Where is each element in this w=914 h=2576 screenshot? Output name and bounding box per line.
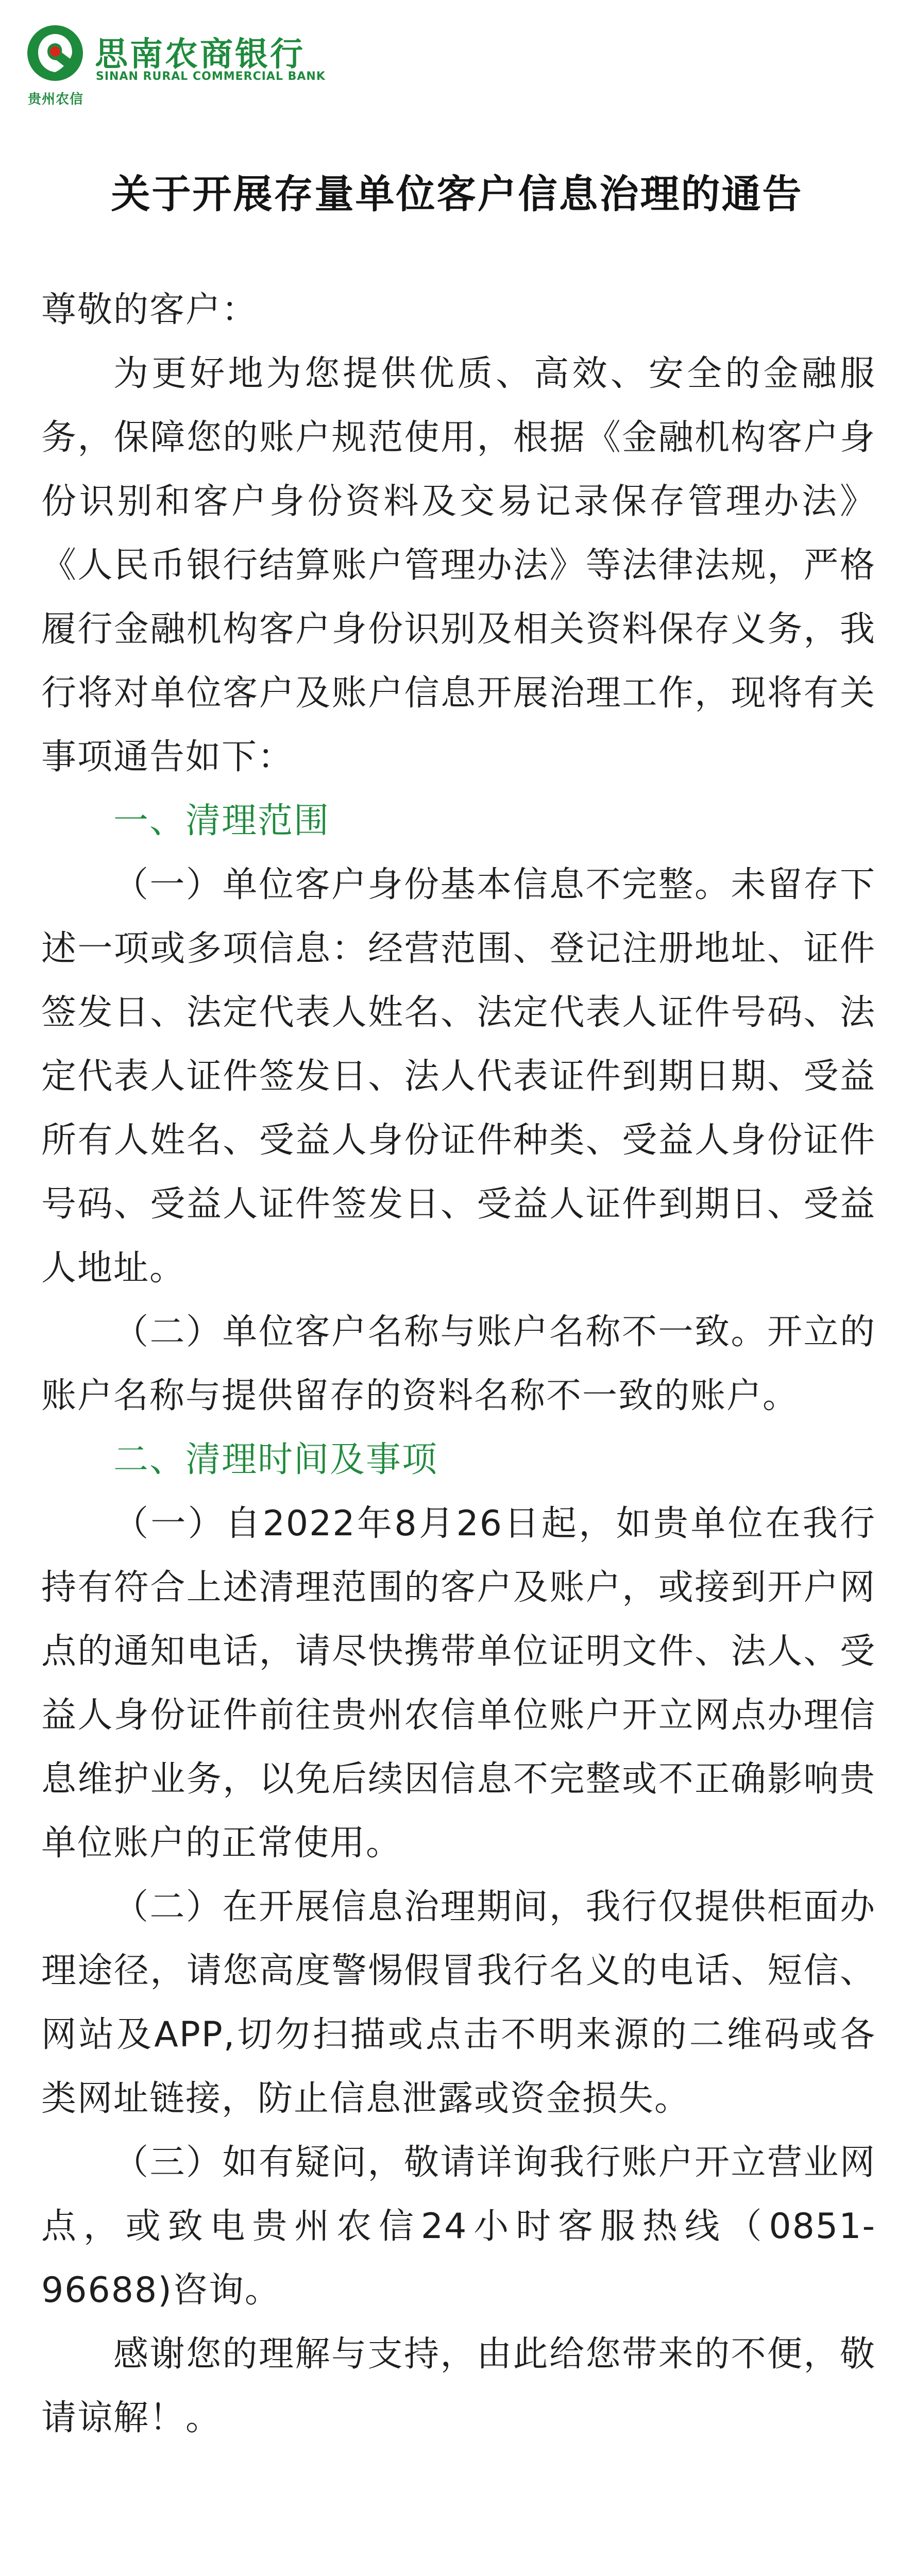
notice-body — [41, 278, 876, 2450]
logo-english-name: SINAN RURAL COMMERCIAL BANK — [96, 70, 326, 83]
time-item-1: （一）自2022年8月26日起，如贵单位在我行持有符合上述清理范围的客户及账户，或接到开户网点的通知电话，请尽快携带单位证明文件、法人、受益人身份证件前往贵州农信单位账户开立网点办理信息维护业务，以免后续因信息不完整或不正确影响贵单位账户的正常使用。 — [41, 1503, 876, 1863]
bank-logo-icon — [25, 23, 86, 83]
intro-paragraph: 为更好地为您提供优质、高效、安全的金融服务，保障您的账户规范使用，根据《金融机构客户身份识别和客户身份资料及交易记录保存管理办法》《人民币银行结算账户管理办法》等法律法规，严格履行金融机构客户身份识别及相关资料保存义务，我行将对单位客户及账户信息开展治理工作，现将有关事项通告如下： — [41, 353, 876, 777]
logo-tag: 贵州农信 — [28, 92, 84, 107]
closing-paragraph: 感谢您的理解与支持，由此给您带来的不便，敬请谅解！。 — [41, 2334, 876, 2438]
scope-item-1: （一）单位客户身份基本信息不完整。未留存下述一项或多项信息：经营范围、登记注册地址、证件签发日、法定代表人姓名、法定代表人证件号码、法定代表人证件签发日、法人代表证件到期日期、受益所有人姓名、受益人身份证件种类、受益人身份证件号码、受益人证件签发日、受益人证件到期日、受益人地址。 — [41, 865, 876, 1289]
time-item-2: （二）在开展信息治理期间，我行仅提供柜面办理途径，请您高度警惕假冒我行名义的电话、短信、网站及APP,切勿扫描或点击不明来源的二维码或各类网址链接，防止信息泄露或资金损失。 — [41, 1887, 876, 2119]
greeting: 尊敬的客户： — [41, 290, 258, 330]
time-item-3: （三）如有疑问，敬请详询我行账户开立营业网点，或致电贵州农信24小时客服热线（0851-96688)咨询。 — [41, 2142, 876, 2311]
notice-title: 关于开展存量单位客户信息治理的通告 — [111, 171, 803, 217]
logo-name: 思南农商银行 — [95, 36, 305, 74]
scope-item-2: （二）单位客户名称与账户名称不一致。开立的账户名称与提供留存的资料名称不一致的账户。 — [41, 1312, 876, 1416]
section-heading-time: 二、清理时间及事项 — [113, 1439, 438, 1480]
section-heading-scope: 一、清理范围 — [113, 801, 330, 841]
bank-logo — [25, 23, 334, 107]
